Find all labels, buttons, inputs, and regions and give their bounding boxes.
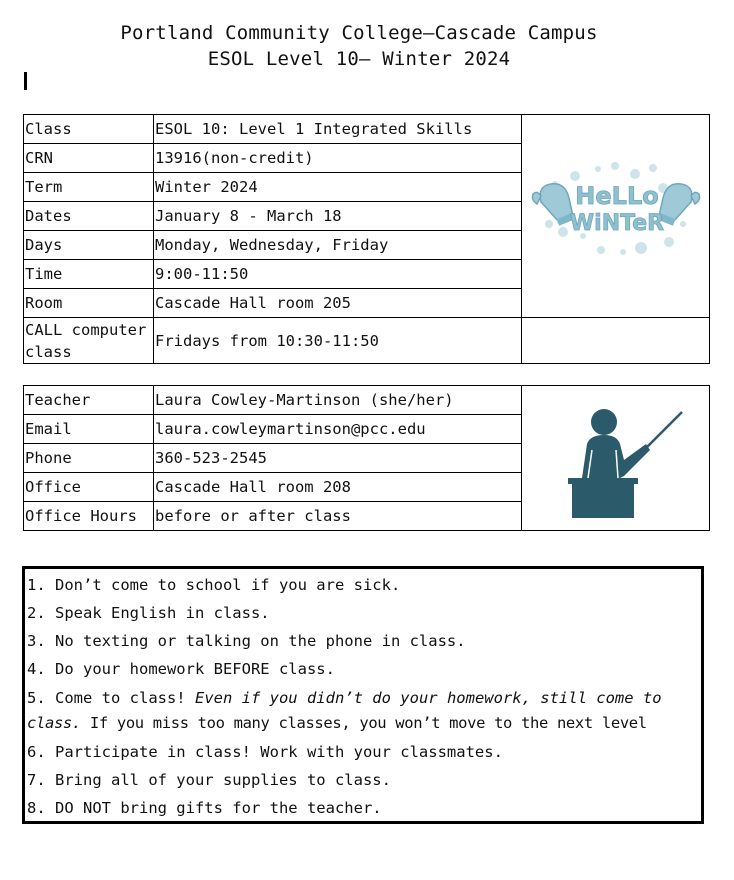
table-row xyxy=(24,386,710,415)
rule-4: 4. Do your homework BEFORE class. xyxy=(27,660,335,678)
teacher-label: Teacher xyxy=(24,386,154,415)
term-label: Term xyxy=(24,173,154,202)
office-hours-label: Office Hours xyxy=(24,502,154,531)
teacher-presenting-icon xyxy=(546,388,686,524)
teacher-value: Laura Cowley-Martinson (she/her) xyxy=(154,386,522,415)
call-computer-class-value: Fridays from 10:30-11:50 xyxy=(154,318,522,364)
rule-8: 8. DO NOT bring gifts for the teacher. xyxy=(27,799,382,817)
rule-5-italic-a: Even if you didn’t do your homework, still come to xyxy=(194,689,662,707)
winter-text: WiNTeR xyxy=(569,211,664,236)
rule-2: 2. Speak English in class. xyxy=(27,604,270,622)
rule-5-start: 5. Come to class! xyxy=(27,689,195,707)
rule-7: 7. Bring all of your supplies to class. xyxy=(27,771,391,789)
room-label: Room xyxy=(24,289,154,318)
time-value: 9:00-11:50 xyxy=(154,260,522,289)
rule-3: 3. No texting or talking on the phone in class. xyxy=(27,632,466,650)
hello-winter-image-cell xyxy=(522,115,710,318)
class-rules-box xyxy=(22,566,704,824)
class-value: ESOL 10: Level 1 Integrated Skills xyxy=(154,115,522,144)
phone-value: 360-523-2545 xyxy=(154,444,522,473)
crn-label: CRN xyxy=(24,144,154,173)
class-info-table xyxy=(23,114,710,364)
days-value: Monday, Wednesday, Friday xyxy=(154,231,522,260)
dates-label: Dates xyxy=(24,202,154,231)
office-hours-value: before or after class xyxy=(154,502,522,531)
teacher-icon-cell xyxy=(522,386,710,531)
office-label: Office xyxy=(24,473,154,502)
rule-5-italic-b: class. xyxy=(27,714,81,732)
email-label: Email xyxy=(24,415,154,444)
rule-5-end: If you miss too many classes, you won’t move to the next level xyxy=(80,714,647,732)
text-cursor xyxy=(24,72,27,90)
teacher-info-table xyxy=(23,385,710,531)
left-mitten-icon xyxy=(532,184,573,226)
rule-1: 1. Don’t come to school if you are sick. xyxy=(27,576,401,594)
rule-5-line-1 xyxy=(27,689,662,707)
course-term-title: ESOL Level 10– Winter 2024 xyxy=(207,48,511,70)
college-campus-title: Portland Community College—Cascade Campus xyxy=(120,22,598,44)
room-value: Cascade Hall room 205 xyxy=(154,289,522,318)
days-label: Days xyxy=(24,231,154,260)
crn-value: 13916(non-credit) xyxy=(154,144,522,173)
time-label: Time xyxy=(24,260,154,289)
email-value[interactable]: laura.cowleymartinson@pcc.edu xyxy=(154,415,522,444)
rule-6: 6. Participate in class! Work with your classmates. xyxy=(27,743,503,761)
term-value: Winter 2024 xyxy=(154,173,522,202)
hello-winter-image xyxy=(523,154,709,274)
phone-label: Phone xyxy=(24,444,154,473)
empty-cell xyxy=(522,318,710,364)
hello-text: HeLLo xyxy=(574,182,659,210)
class-label: Class xyxy=(24,115,154,144)
table-row xyxy=(24,318,710,364)
dates-value: January 8 - March 18 xyxy=(154,202,522,231)
office-value: Cascade Hall room 208 xyxy=(154,473,522,502)
rule-5-line-2 xyxy=(27,714,647,732)
call-computer-class-label: CALL computer class xyxy=(24,318,154,364)
table-row xyxy=(24,115,710,144)
